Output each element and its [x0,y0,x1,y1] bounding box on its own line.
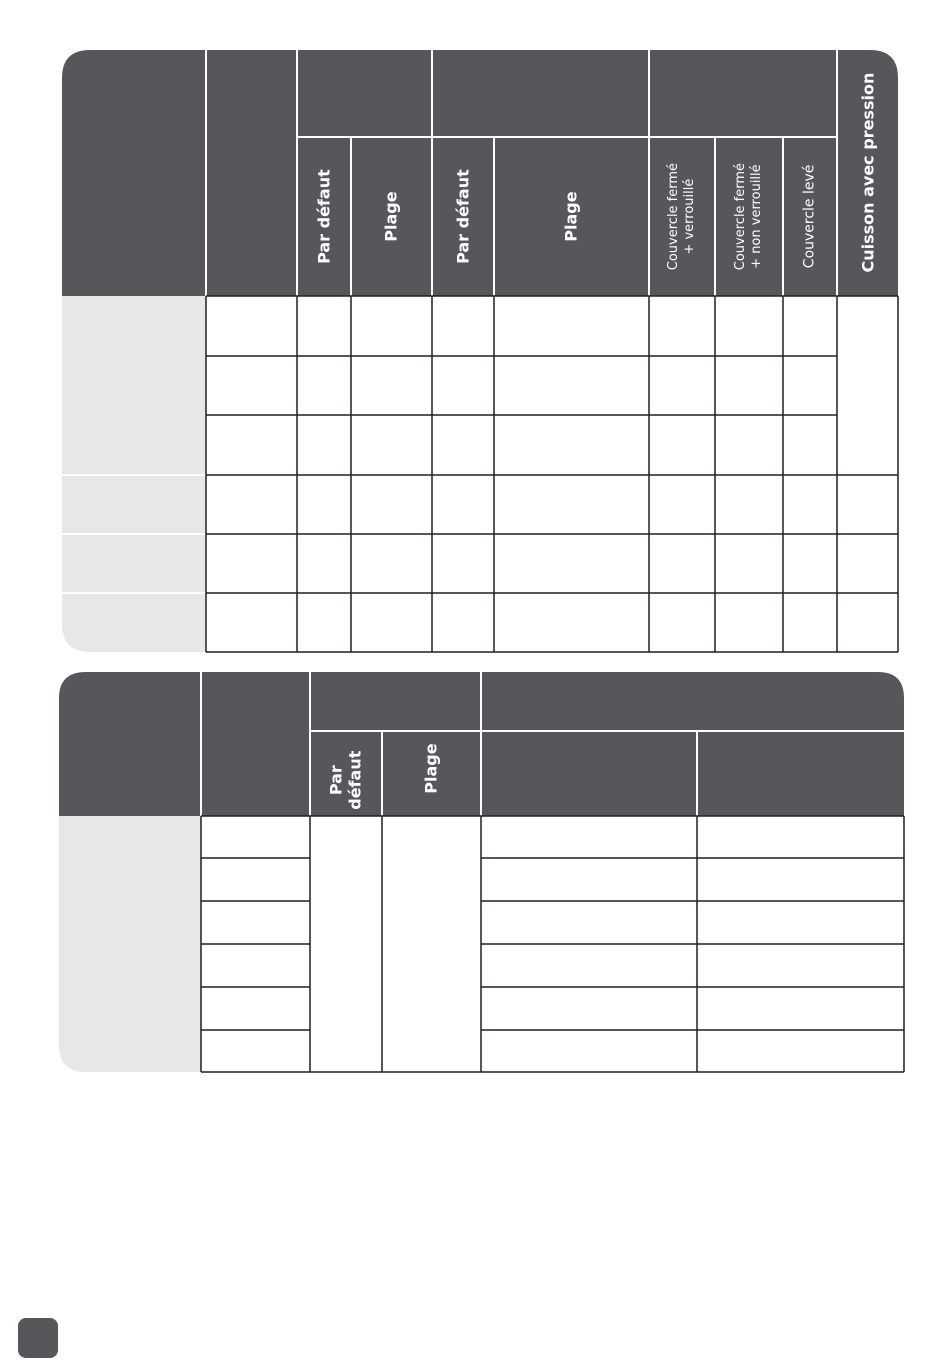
header-lid-open: Couvercle levé [801,164,818,269]
header-plage-bottom: Plage [421,743,441,794]
header-plage-2: Plage [561,191,581,242]
table-bottom-side-band [59,816,201,1072]
header-par-defaut-1: Par défaut [314,169,334,264]
header-lid-closed-unlocked: Couvercle fermé + non verrouillé [733,162,765,271]
header-pressure-cooking: Cuisson avec pression [857,73,877,273]
header-lid-closed-locked: Couvercle fermé + verrouillé [666,162,698,271]
header-par-defaut-2: Par défaut [453,169,473,264]
page-tab-marker [18,1318,58,1358]
header-par-defaut-bottom: Par défaut [326,750,365,810]
header-plage-1: Plage [381,191,401,242]
